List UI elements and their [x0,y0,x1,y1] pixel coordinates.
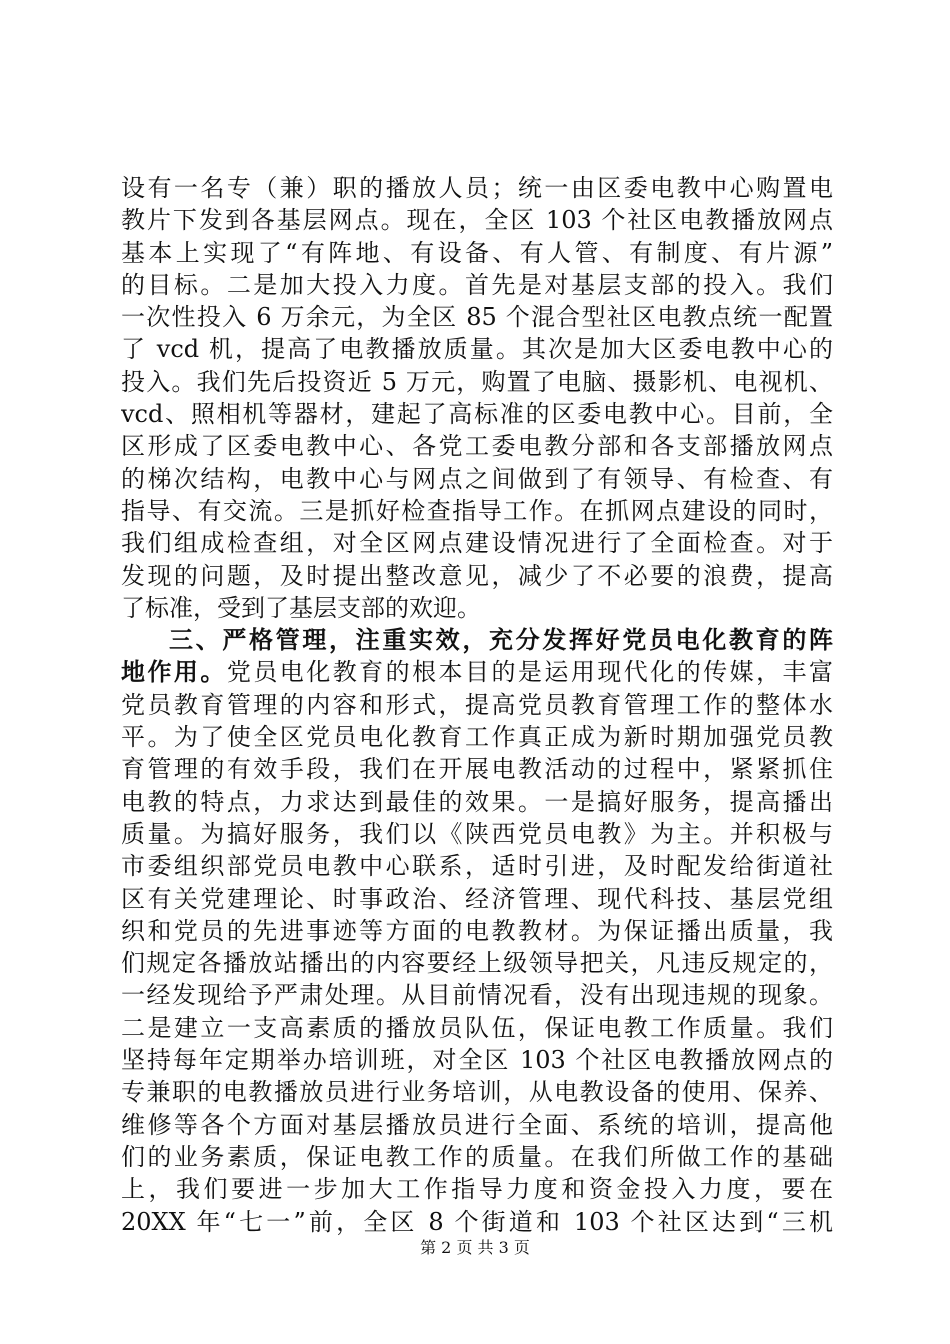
body-text [121,172,833,1238]
text-line: 了标准，受到了基层支部的欢迎。 [121,593,481,622]
section-heading-continuation: 党员电化教育的根本目的是运用现代化的传媒，丰富 [226,658,833,687]
section-heading-end: 地作用。 [121,657,227,687]
text-line: 专兼职的电教播放员进行业务培训，从电教设备的使用、保养、 [121,1078,833,1107]
text-line: 一次性投入 6 万余元，为全区 85 个混合型社区电教点统一配置 [121,303,833,332]
text-line: 一经发现给予严肃处理。从目前情况看，没有出现违规的现象。 [121,981,833,1010]
text-line: 织和党员的先进事迹等方面的电教教材。为保证播出质量，我 [121,916,833,945]
text-line: 区有关党建理论、时事政治、经济管理、现代科技、基层党组 [121,884,833,913]
text-line: 投入。我们先后投资近 5 万元，购置了电脑、摄影机、电视机、 [121,367,833,396]
text-line: 上，我们要进一步加大工作指导力度和资金投入力度，要在 [121,1175,833,1204]
text-line: 的梯次结构，电教中心与网点之间做到了有领导、有检查、有 [121,464,833,493]
text-line: vcd、照相机等器材，建起了高标准的区委电教中心。目前，全 [121,400,833,429]
text-line: 平。为了使全区党员电化教育工作真正成为新时期加强党员教 [121,723,833,752]
text-line: 质量。为搞好服务，我们以《陕西党员电教》为主。并积极与 [121,819,833,848]
text-line: 市委组织部党员电教中心联系，适时引进，及时配发给街道社 [121,852,833,881]
section-3 [121,624,833,1238]
text-line: 党员教育管理的内容和形式，提高党员教育管理工作的整体水 [121,690,833,719]
text-line: 维修等各个方面对基层播放员进行全面、系统的培训，提高他 [121,1110,833,1139]
paragraph-1 [121,172,833,624]
section-heading: 三、严格管理，注重实效，充分发挥好党员电化教育的阵 [169,625,833,655]
text-line: 了 vcd 机，提高了电教播放质量。其次是加大区委电教中心的 [121,335,833,364]
page-footer: 第 2 页 共 3 页 [420,1238,530,1257]
text-line [121,656,833,688]
text-line: 教片下发到各基层网点。现在，全区 103 个社区电教播放网点 [121,206,833,235]
text-line: 基本上实现了“有阵地、有设备、有人管、有制度、有片源” [121,238,833,267]
text-line: 坚持每年定期举办培训班，对全区 103 个社区电教播放网点的 [121,1046,833,1075]
text-line: 我们组成检查组，对全区网点建设情况进行了全面检查。对于 [121,529,833,558]
text-line: 们规定各播放站播出的内容要经上级领导把关，凡违反规定的， [121,949,833,978]
text-line: 二是建立一支高素质的播放员队伍，保证电教工作质量。我们 [121,1013,833,1042]
text-line: 20XX 年“七一”前，全区 8 个街道和 103 个社区达到“三机 [121,1207,833,1236]
text-line: 的目标。二是加大投入力度。首先是对基层支部的投入。我们 [121,270,833,299]
text-line: 区形成了区委电教中心、各党工委电教分部和各支部播放网点 [121,432,833,461]
text-line: 电教的特点，力求达到最佳的效果。一是搞好服务，提高播出 [121,787,833,816]
text-line: 育管理的有效手段，我们在开展电教活动的过程中，紧紧抓住 [121,755,833,784]
text-line: 设有一名专（兼）职的播放人员；统一由区委电教中心购置电 [121,174,833,202]
text-line: 指导、有交流。三是抓好检查指导工作。在抓网点建设的同时， [121,496,833,525]
text-line: 们的业务素质，保证电教工作的质量。在我们所做工作的基础 [121,1142,833,1171]
text-line: 发现的问题，及时提出整改意见，减少了不必要的浪费，提高 [121,561,833,590]
